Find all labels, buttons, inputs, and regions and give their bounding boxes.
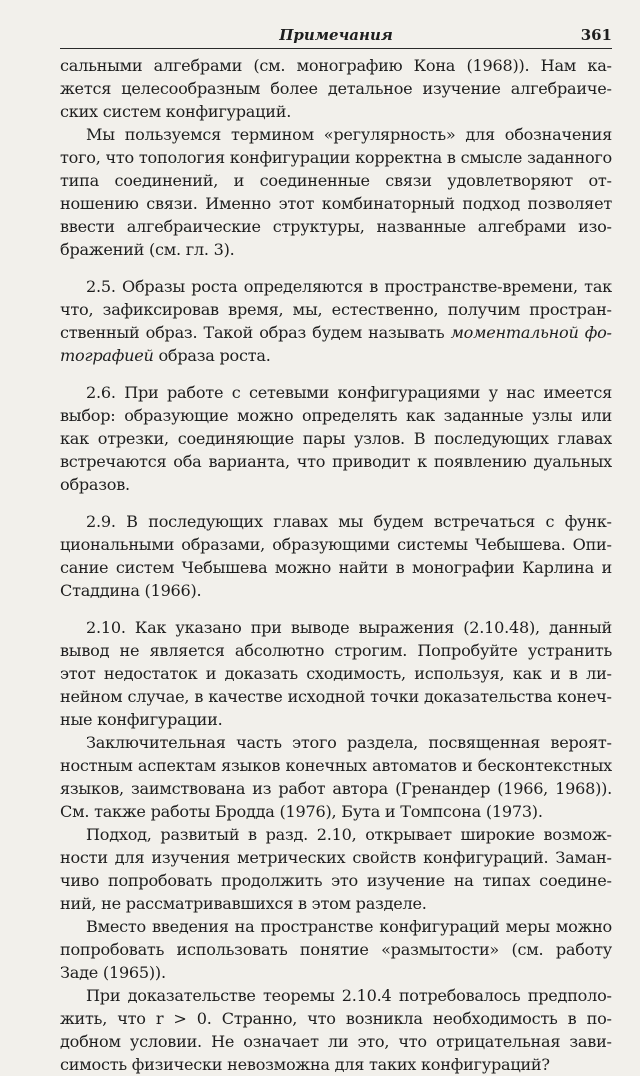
paragraph-note-2-9: 2.9. В последующих главах мы будем встречаться с функциональными образами, образующими системы Чебышева. Описание систем Чебышева можно найти в монографии Карлина и Стаддина (1966). [60, 512, 612, 600]
paragraph-note-2-6: 2.6. При работе с сетевыми конфигурациями у нас имеется выбор: образующие можно определять как заданные узлы или как отрезки, соединяющие пары узлов. В последующих главах встречаются оба варианта, что приводит к появлению дуальных образов. [60, 383, 612, 494]
page [60, 24, 612, 1076]
page-number: 361 [580, 26, 612, 44]
running-title: Примечания [279, 26, 393, 44]
body-text [60, 54, 612, 1076]
paragraph-note-2-10: 2.10. Как указано при выводе выражения (2.10.48), данный вывод не является абсолютно строгим. Попробуйте устранить этот недостаток и доказать сходимость, используя, как и в линейном случае, в качестве исходной точки доказательства конечные конфигурации. [60, 618, 612, 729]
paragraph-theorem: При доказательстве теоремы 2.10.4 потребовалось предположить, что r > 0. Странно, что возникла необходимость в подобном условии. Не означает ли это, что отрицательная зависимость физически невозможна для таких конфигураций? [60, 986, 612, 1074]
running-header [60, 24, 612, 49]
paragraph-regularity: Мы пользуемся термином «регулярность» для обозначения того, что топология конфигурации корректна в смысле заданного типа соединений, и соединенные связи удовлетворяют отношению связи. Именно этот комбинаторный подход позволяет ввести алгебраические структуры, названные алгебрами изображений (см. гл. 3). [60, 125, 612, 259]
paragraph-continued: сальными алгебрами (см. монографию Кона (1968)). Нам кажется целесообразным более детальное изучение алгебраических систем конфигураций. [60, 56, 612, 121]
note-2-5-text-end: образа роста. [153, 346, 271, 365]
note-2-5-emphasis: моментальной фотографией [60, 323, 612, 365]
note-2-5-text: 2.5. Образы роста определяются в пространстве-времени, так что, зафиксировав время, мы, естественно, получим пространственный образ. Такой образ будем называть [60, 277, 612, 342]
paragraph-note-2-5 [60, 275, 612, 367]
paragraph-fuzziness: Вместо введения на пространстве конфигураций меры можно попробовать использовать понятие «размытости» (см. работу Заде (1965)). [60, 917, 612, 982]
paragraph-automata: Заключительная часть этого раздела, посвященная вероятностным аспектам языков конечных автоматов и бесконтекстных языков, заимствована из работ автора (Гренандер (1966, 1968)). См. также работы Бродда (1976), Бута и Томпсона (1973). [60, 733, 612, 821]
paragraph-metric: Подход, развитый в разд. 2.10, открывает широкие возможности для изучения метрических свойств конфигураций. Заманчиво попробовать продолжить это изучение на типах соединений, не рассматривавшихся в этом разделе. [60, 825, 612, 913]
